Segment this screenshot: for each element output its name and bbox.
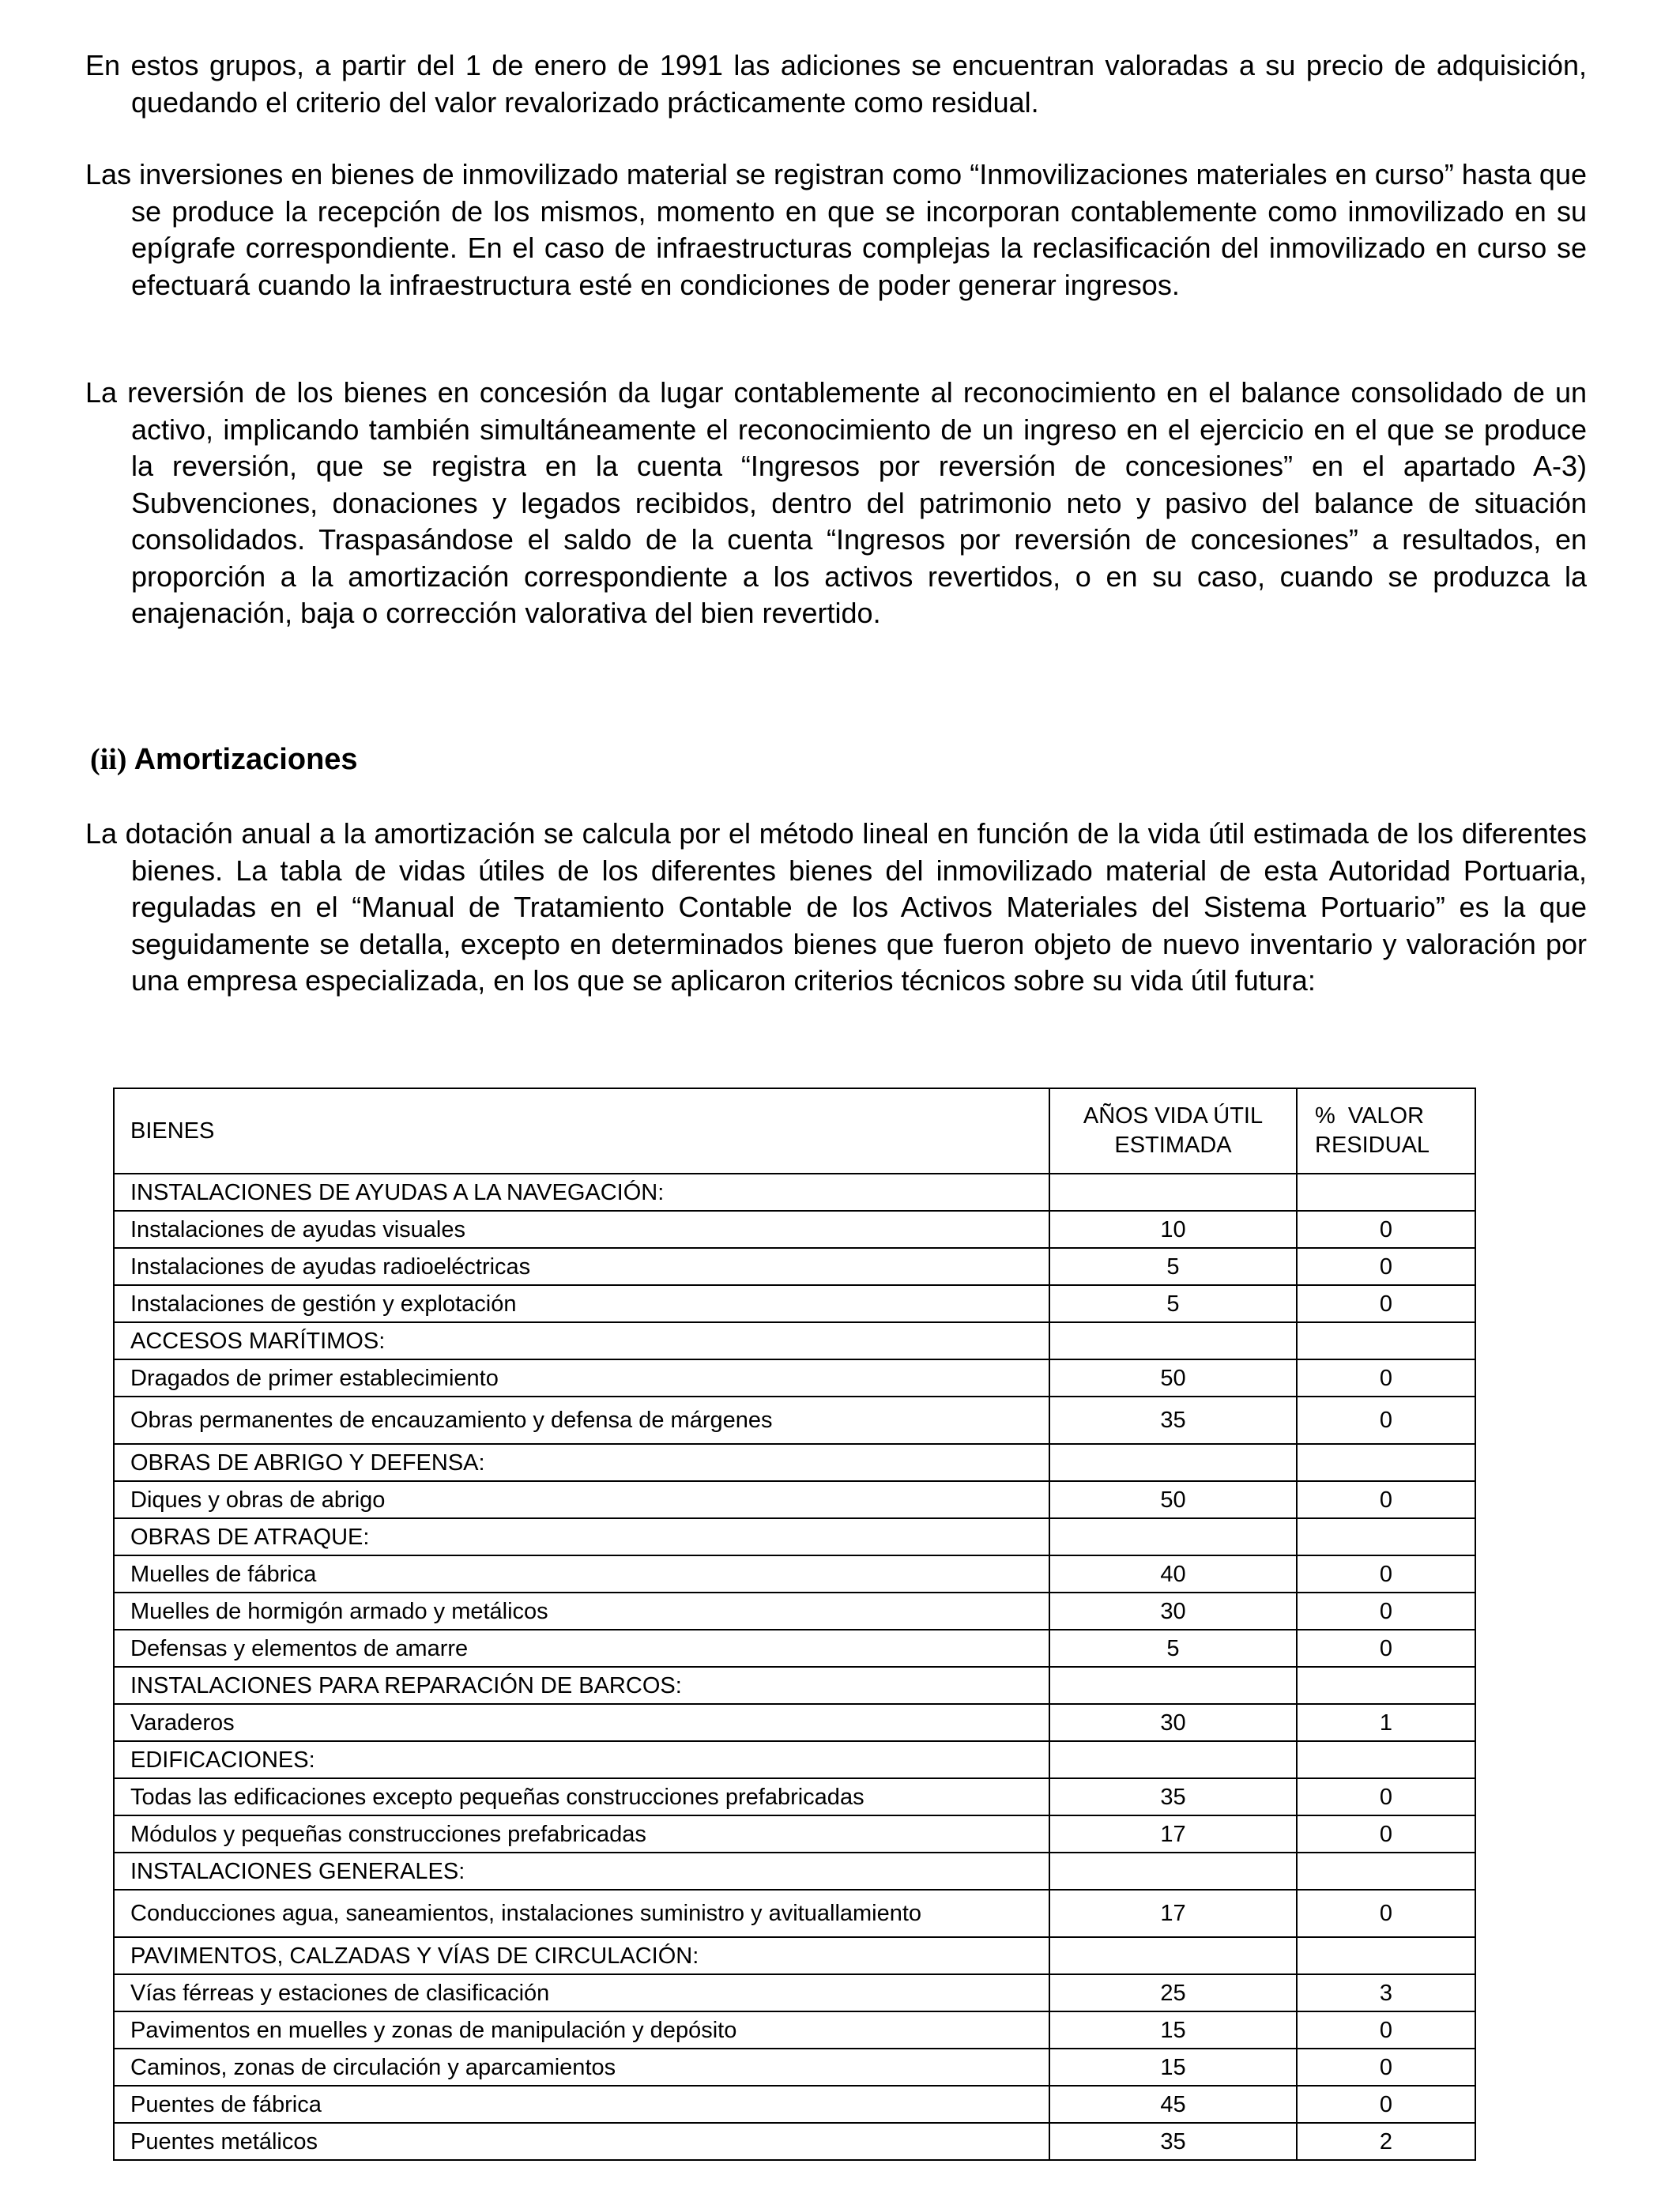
row-residual xyxy=(1297,1322,1475,1359)
row-label: Módulos y pequeñas construcciones prefabricadas xyxy=(114,1815,1049,1853)
table-row xyxy=(114,1359,1475,1397)
row-residual: 0 xyxy=(1297,1630,1475,1667)
table-row xyxy=(114,1630,1475,1667)
row-years: 25 xyxy=(1049,1974,1297,2011)
table-row xyxy=(114,1593,1475,1630)
header-anos-line1: AÑOS VIDA ÚTIL xyxy=(1083,1103,1264,1129)
table-row xyxy=(114,1974,1475,2011)
row-label: Vías férreas y estaciones de clasificación xyxy=(114,1974,1049,2011)
row-residual: 3 xyxy=(1297,1974,1475,2011)
row-residual: 0 xyxy=(1297,2086,1475,2123)
row-label: INSTALACIONES PARA REPARACIÓN DE BARCOS: xyxy=(114,1667,1049,1704)
row-label: Instalaciones de ayudas visuales xyxy=(114,1211,1049,1248)
row-residual: 0 xyxy=(1297,1815,1475,1853)
row-years: 17 xyxy=(1049,1815,1297,1853)
row-residual: 0 xyxy=(1297,1285,1475,1322)
row-label: Puentes de fábrica xyxy=(114,2086,1049,2123)
row-residual: 0 xyxy=(1297,1397,1475,1444)
row-residual xyxy=(1297,1518,1475,1555)
header-valor-residual xyxy=(1297,1088,1475,1174)
paragraph-reversion-concesiones: La reversión de los bienes en concesión da lugar contablemente al reconocimiento en el balance consolidado de un activo, implicando también simultáneamente el reconocimiento de un ingreso en el ejercicio en el que se produce la reversión, que se registra en la cuenta “Ingresos por reversión de concesiones” en el apartado A-3) Subvenciones, donaciones y legados recibidos, dentro del patrimonio neto y pasivo del balance de situación consolidados. Traspasándose el saldo de la cuenta “Ingresos por reversión de concesiones” a resultados, en proporción a la amortización correspondiente a los activos revertidos, o en su caso, cuando se produzca la enajenación, baja o corrección valorativa del bien revertido. xyxy=(85,376,1587,629)
row-years: 5 xyxy=(1049,1630,1297,1667)
table-row xyxy=(114,1741,1475,1778)
row-label: INSTALACIONES GENERALES: xyxy=(114,1853,1049,1890)
table-row xyxy=(114,1890,1475,1937)
section-heading xyxy=(90,741,358,778)
row-years: 15 xyxy=(1049,2049,1297,2086)
row-label: Varaderos xyxy=(114,1704,1049,1741)
paragraph-inmovilizado-en-curso: Las inversiones en bienes de inmovilizado material se registran como “Inmovilizaciones materiales en curso” hasta que se produce la recepción de los mismos, momento en que se incorporan contablemente como inmovilizado en su epígrafe correspondiente. En el caso de infraestructuras complejas la reclasificación del inmovilizado en curso se efectuará cuando la infraestructura esté en condiciones de poder generar ingresos. xyxy=(85,158,1587,301)
row-residual xyxy=(1297,1853,1475,1890)
row-residual: 0 xyxy=(1297,2049,1475,2086)
row-residual: 0 xyxy=(1297,1359,1475,1397)
row-label: Diques y obras de abrigo xyxy=(114,1481,1049,1518)
section-title: Amortizaciones xyxy=(134,743,358,776)
row-residual xyxy=(1297,1937,1475,1974)
row-years: 35 xyxy=(1049,1778,1297,1815)
row-years xyxy=(1049,1444,1297,1481)
table-row xyxy=(114,1248,1475,1285)
table-row xyxy=(114,1444,1475,1481)
header-bienes: BIENES xyxy=(114,1088,1049,1174)
row-years xyxy=(1049,1174,1297,1211)
useful-life-table xyxy=(113,1088,1476,2161)
row-years xyxy=(1049,1741,1297,1778)
row-label: Instalaciones de gestión y explotación xyxy=(114,1285,1049,1322)
row-residual: 2 xyxy=(1297,2123,1475,2160)
row-label: EDIFICACIONES: xyxy=(114,1741,1049,1778)
row-residual xyxy=(1297,1667,1475,1704)
paragraph-dotacion-amortizacion: La dotación anual a la amortización se calcula por el método lineal en función de la vida útil estimada de los diferentes bienes. La tabla de vidas útiles de los diferentes bienes del inmovilizado material de esta Autoridad Portuaria, reguladas en el “Manual de Tratamiento Contable de los Activos Materiales del Sistema Portuario” es la que seguidamente se detalla, excepto en determinados bienes que fueron objeto de nuevo inventario y valoración por una empresa especializada, en los que se aplicaron criterios técnicos sobre su vida útil futura: xyxy=(85,817,1587,997)
row-years xyxy=(1049,1518,1297,1555)
row-residual: 0 xyxy=(1297,1211,1475,1248)
row-label: Muelles de fábrica xyxy=(114,1555,1049,1593)
row-residual: 0 xyxy=(1297,1481,1475,1518)
row-years: 5 xyxy=(1049,1285,1297,1322)
table-row xyxy=(114,1174,1475,1211)
table-row xyxy=(114,1815,1475,1853)
table-row xyxy=(114,1322,1475,1359)
row-label: Defensas y elementos de amarre xyxy=(114,1630,1049,1667)
row-years: 5 xyxy=(1049,1248,1297,1285)
row-label: Caminos, zonas de circulación y aparcamientos xyxy=(114,2049,1049,2086)
row-label: Puentes metálicos xyxy=(114,2123,1049,2160)
table-row xyxy=(114,1667,1475,1704)
row-years: 17 xyxy=(1049,1890,1297,1937)
header-anos-vida-util xyxy=(1049,1088,1297,1174)
row-label: Conducciones agua, saneamientos, instalaciones suministro y avituallamiento xyxy=(114,1890,1049,1937)
row-residual: 0 xyxy=(1297,1593,1475,1630)
row-years: 50 xyxy=(1049,1481,1297,1518)
row-label: PAVIMENTOS, CALZADAS Y VÍAS DE CIRCULACIÓN: xyxy=(114,1937,1049,1974)
row-label: Muelles de hormigón armado y metálicos xyxy=(114,1593,1049,1630)
row-label: Pavimentos en muelles y zonas de manipulación y depósito xyxy=(114,2011,1049,2049)
row-residual: 1 xyxy=(1297,1704,1475,1741)
row-label: OBRAS DE ABRIGO Y DEFENSA: xyxy=(114,1444,1049,1481)
header-anos-line2: ESTIMADA xyxy=(1114,1133,1232,1158)
table-row xyxy=(114,1397,1475,1444)
table-row xyxy=(114,1285,1475,1322)
row-residual xyxy=(1297,1741,1475,1778)
table-row xyxy=(114,1481,1475,1518)
row-years: 15 xyxy=(1049,2011,1297,2049)
table-row xyxy=(114,1778,1475,1815)
row-years: 10 xyxy=(1049,1211,1297,1248)
row-residual: 0 xyxy=(1297,1555,1475,1593)
row-residual: 0 xyxy=(1297,2011,1475,2049)
row-years: 35 xyxy=(1049,2123,1297,2160)
row-years xyxy=(1049,1853,1297,1890)
row-label: Obras permanentes de encauzamiento y defensa de márgenes xyxy=(114,1397,1049,1444)
table-row xyxy=(114,1211,1475,1248)
section-number: (ii) xyxy=(90,743,127,776)
row-label: INSTALACIONES DE AYUDAS A LA NAVEGACIÓN: xyxy=(114,1174,1049,1211)
row-years xyxy=(1049,1322,1297,1359)
table-row xyxy=(114,2086,1475,2123)
header-valor-line2: RESIDUAL xyxy=(1315,1133,1430,1158)
table-row xyxy=(114,2123,1475,2160)
row-label: Dragados de primer establecimiento xyxy=(114,1359,1049,1397)
row-residual xyxy=(1297,1444,1475,1481)
header-valor-line1: % VALOR xyxy=(1315,1103,1425,1129)
table-row xyxy=(114,1853,1475,1890)
row-label: ACCESOS MARÍTIMOS: xyxy=(114,1322,1049,1359)
row-years: 50 xyxy=(1049,1359,1297,1397)
table-row xyxy=(114,1518,1475,1555)
row-years: 35 xyxy=(1049,1397,1297,1444)
table-row xyxy=(114,2011,1475,2049)
row-label: Todas las edificaciones excepto pequeñas construcciones prefabricadas xyxy=(114,1778,1049,1815)
table-row xyxy=(114,1704,1475,1741)
row-years: 30 xyxy=(1049,1593,1297,1630)
row-years xyxy=(1049,1937,1297,1974)
row-residual: 0 xyxy=(1297,1778,1475,1815)
row-residual: 0 xyxy=(1297,1890,1475,1937)
row-years: 45 xyxy=(1049,2086,1297,2123)
row-years xyxy=(1049,1667,1297,1704)
table-header-row xyxy=(114,1088,1475,1174)
row-years: 30 xyxy=(1049,1704,1297,1741)
row-years: 40 xyxy=(1049,1555,1297,1593)
table-row xyxy=(114,1937,1475,1974)
table-row xyxy=(114,2049,1475,2086)
row-residual: 0 xyxy=(1297,1248,1475,1285)
paragraph-adiciones: En estos grupos, a partir del 1 de enero de 1991 las adiciones se encuentran valoradas a su precio de adquisición, quedando el criterio del valor revalorizado prácticamente como residual. xyxy=(85,49,1587,119)
row-residual xyxy=(1297,1174,1475,1211)
row-label: Instalaciones de ayudas radioeléctricas xyxy=(114,1248,1049,1285)
row-label: OBRAS DE ATRAQUE: xyxy=(114,1518,1049,1555)
table-row xyxy=(114,1555,1475,1593)
